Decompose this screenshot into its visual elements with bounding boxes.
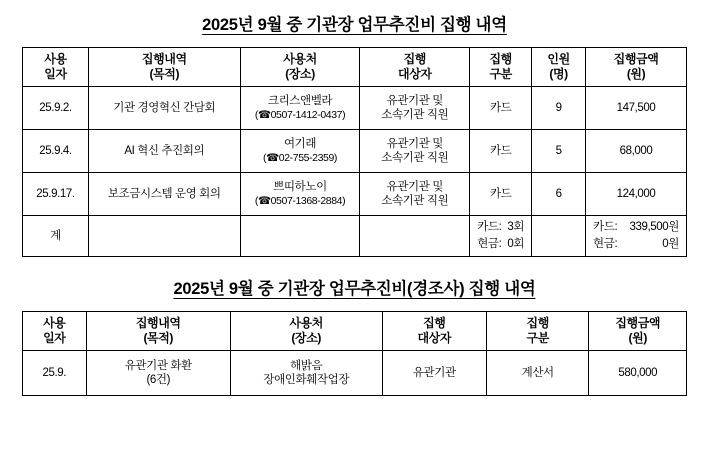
table-row bbox=[23, 130, 687, 173]
place-phone: (☎0507-1412-0437) bbox=[254, 108, 346, 121]
table-2-wrapper bbox=[22, 311, 687, 396]
place-phone: (☎02-755-2359) bbox=[263, 151, 338, 164]
page-title-1: 2025년 9월 중 기관장 업무추진비 집행 내역 bbox=[202, 16, 507, 34]
cell-amount: 124,000 bbox=[586, 173, 687, 216]
expense-table-main bbox=[22, 47, 687, 257]
header-place: 사용처 (장소) bbox=[240, 48, 360, 87]
table-header-row bbox=[23, 312, 687, 351]
table-row bbox=[23, 87, 687, 130]
header-date: 사용 일자 bbox=[23, 312, 87, 351]
table-1-wrapper bbox=[22, 47, 687, 257]
summary-amount-totals: 카드: 339,500원 현금: 0원 bbox=[586, 216, 687, 257]
summary-label: 계 bbox=[23, 216, 89, 257]
cell-target: 유관기관 bbox=[382, 351, 486, 396]
table-header-row bbox=[23, 48, 687, 87]
header-type: 집행 구분 bbox=[486, 312, 589, 351]
header-amount: 집행금액 (원) bbox=[589, 312, 687, 351]
expense-table-condolence bbox=[22, 311, 687, 396]
cell-amount: 147,500 bbox=[586, 87, 687, 130]
header-people: 인원 (명) bbox=[532, 48, 586, 87]
cell-date: 25.9.4. bbox=[23, 130, 89, 173]
cell-amount: 68,000 bbox=[586, 130, 687, 173]
header-type: 집행 구분 bbox=[470, 48, 532, 87]
cell-type: 계산서 bbox=[486, 351, 589, 396]
cell-place bbox=[240, 173, 360, 216]
cell-place bbox=[240, 87, 360, 130]
cell-type: 카드 bbox=[470, 87, 532, 130]
place-name: 크리스앤벨라 bbox=[267, 95, 333, 108]
summary-people-empty bbox=[532, 216, 586, 257]
cell-place bbox=[240, 130, 360, 173]
header-target: 집행 대상자 bbox=[360, 48, 470, 87]
table-summary-row bbox=[23, 216, 687, 257]
header-purpose: 집행내역 (목적) bbox=[88, 48, 240, 87]
cell-amount: 580,000 bbox=[589, 351, 687, 396]
page-title-2: 2025년 9월 중 기관장 업무추진비(경조사) 집행 내역 bbox=[173, 280, 536, 298]
cell-people: 6 bbox=[532, 173, 586, 216]
cell-people: 5 bbox=[532, 130, 586, 173]
cell-date: 25.9.17. bbox=[23, 173, 89, 216]
cell-purpose: AI 혁신 추진회의 bbox=[88, 130, 240, 173]
cell-target: 유관기관 및 소속기관 직원 bbox=[360, 130, 470, 173]
cell-people: 9 bbox=[532, 87, 586, 130]
table-row bbox=[23, 173, 687, 216]
cell-target: 유관기관 및 소속기관 직원 bbox=[360, 173, 470, 216]
summary-type-totals: 카드: 3회 현금: 0회 bbox=[470, 216, 532, 257]
cell-date: 25.9.2. bbox=[23, 87, 89, 130]
place-name: 여기래 bbox=[283, 138, 317, 151]
place-phone: (☎0507-1368-2884) bbox=[254, 194, 346, 207]
header-place: 사용처 (장소) bbox=[230, 312, 382, 351]
cell-purpose: 유관기관 화환 (6건) bbox=[86, 351, 230, 396]
cell-place: 해밝음 장애인화훼작업장 bbox=[230, 351, 382, 396]
cell-type: 카드 bbox=[470, 173, 532, 216]
cell-purpose: 보조금시스템 운영 회의 bbox=[88, 173, 240, 216]
cell-date: 25.9. bbox=[23, 351, 87, 396]
summary-target-empty bbox=[360, 216, 470, 257]
cell-purpose: 기관 경영혁신 간담회 bbox=[88, 87, 240, 130]
cell-type: 카드 bbox=[470, 130, 532, 173]
place-name: 쁘띠하노이 bbox=[273, 181, 327, 194]
header-amount: 집행금액 (원) bbox=[586, 48, 687, 87]
header-purpose: 집행내역 (목적) bbox=[86, 312, 230, 351]
header-target: 집행 대상자 bbox=[382, 312, 486, 351]
document-page bbox=[0, 11, 709, 465]
summary-purpose-empty bbox=[88, 216, 240, 257]
header-date: 사용 일자 bbox=[23, 48, 89, 87]
summary-place-empty bbox=[240, 216, 360, 257]
table-row bbox=[23, 351, 687, 396]
cell-target: 유관기관 및 소속기관 직원 bbox=[360, 87, 470, 130]
